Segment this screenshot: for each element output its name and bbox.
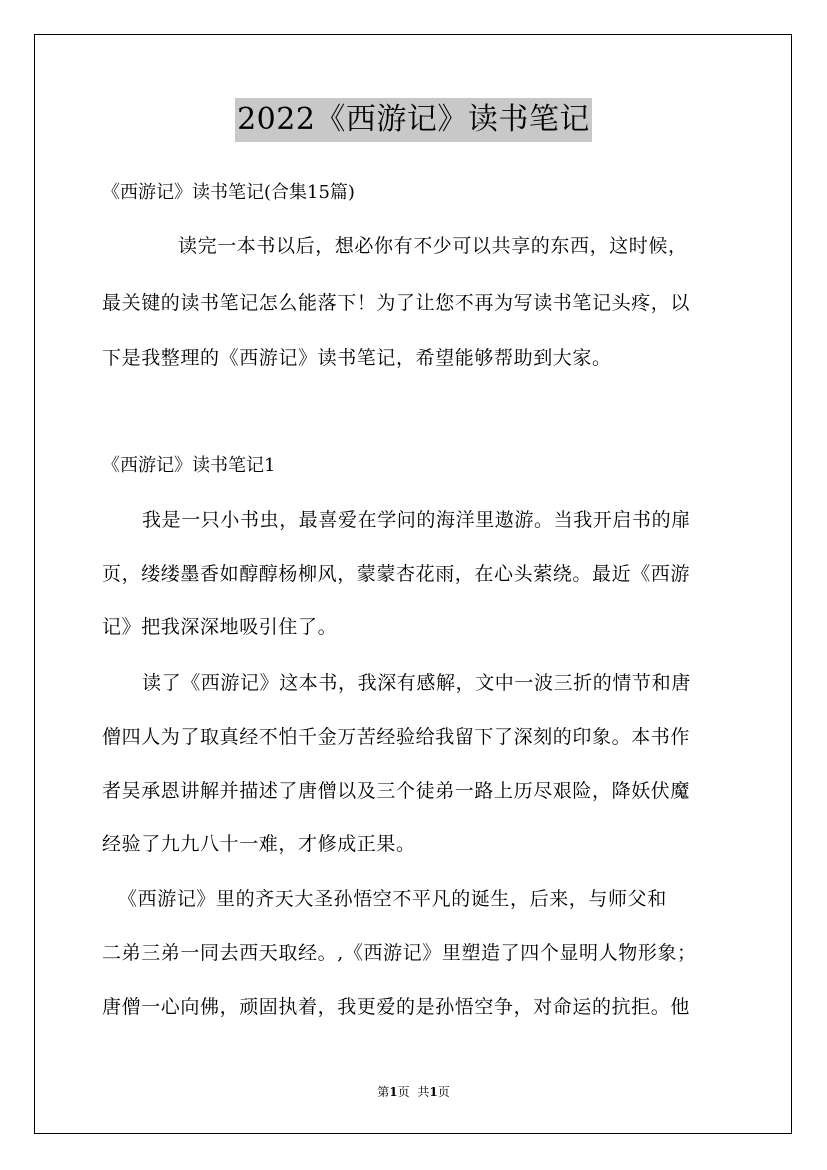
intro-line: 下是我整理的《西游记》读书笔记，希望能够帮助到大家。 <box>102 347 612 369</box>
body-line: 唐僧一心向佛，顽固执着，我更爱的是孙悟空争，对命运的抗拒。他 <box>102 996 691 1018</box>
document-title-block <box>0 98 827 142</box>
section-heading: 《西游记》读书笔记1 <box>102 455 276 476</box>
footer-page-number: 1 <box>389 1085 398 1099</box>
document-subtitle: 《西游记》读书笔记(合集15篇) <box>102 182 355 203</box>
document-title: 2022《西游记》读书笔记 <box>235 98 592 142</box>
body-line: 二弟三弟一同去西天取经。,《西游记》里塑造了四个显明人物形象； <box>102 942 697 964</box>
body-line: 《西游记》里的齐天大圣孙悟空不平凡的诞生，后来，与师父和 <box>118 888 667 910</box>
body-line: 我是一只小书虫，最喜爱在学问的海洋里遨游。当我开启书的扉 <box>142 509 691 531</box>
footer-total-number: 1 <box>429 1085 438 1099</box>
page-footer <box>0 1082 827 1102</box>
footer-page-unit: 页 <box>397 1085 410 1099</box>
footer-page-prefix: 第 <box>377 1085 390 1099</box>
body-line: 僧四人为了取真经不怕千金万苦经验给我留下了深刻的印象。本书作 <box>102 726 691 748</box>
intro-line: 最关键的读书笔记怎么能落下！为了让您不再为写读书笔记头疼，以 <box>102 292 691 314</box>
footer-total-prefix: 共 <box>417 1085 430 1099</box>
body-line: 经验了九九八十一难，才修成正果。 <box>102 833 416 855</box>
body-line: 记》把我深深地吸引住了。 <box>102 616 338 638</box>
body-line: 者吴承恩讲解并描述了唐僧以及三个徒弟一路上历尽艰险，降妖伏魔 <box>102 780 691 802</box>
footer-total-unit: 页 <box>437 1085 450 1099</box>
body-line: 读了《西游记》这本书，我深有感解，文中一波三折的情节和唐 <box>142 672 691 694</box>
body-line: 页，缕缕墨香如醇醇杨柳风，蒙蒙杏花雨，在心头萦绕。最近《西游 <box>102 563 691 585</box>
intro-line: 读完一本书以后，想必你有不少可以共享的东西，这时候， <box>178 235 688 257</box>
